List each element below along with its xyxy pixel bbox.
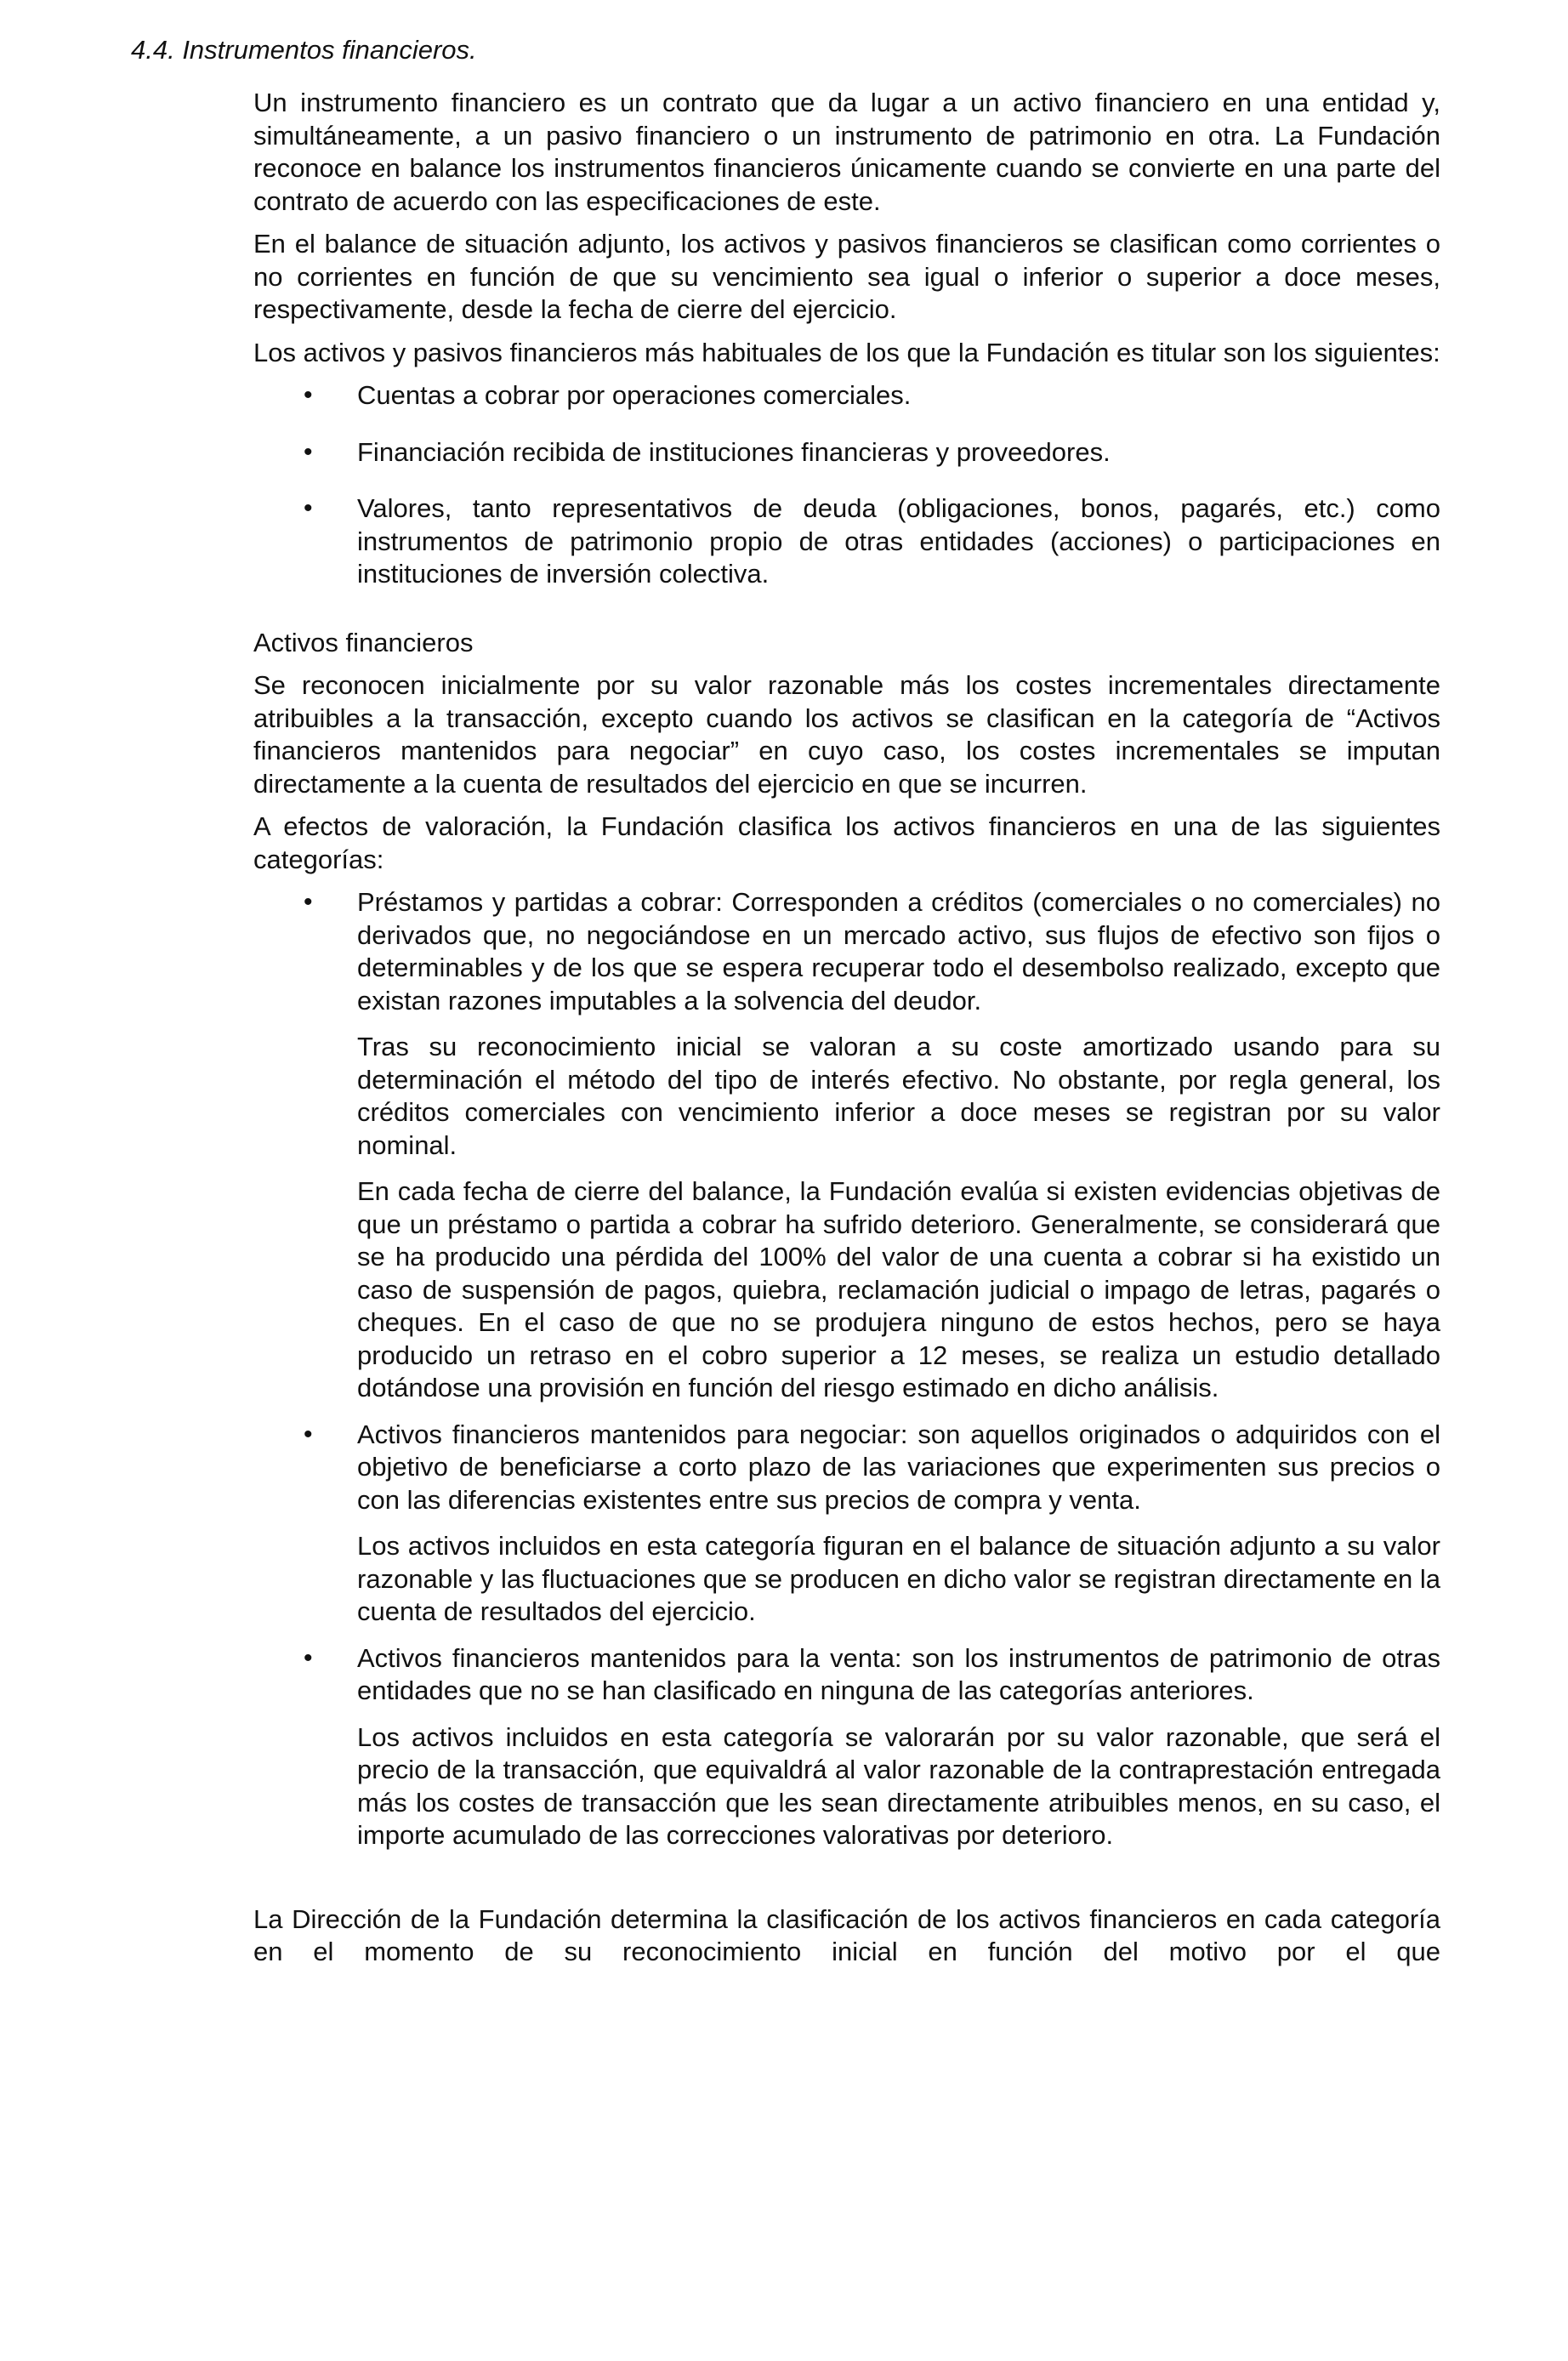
category-paragraph: En cada fecha de cierre del balance, la Fundación evalúa si existen evidencias objetivas de que un préstamo o partida a cobrar ha sufrido deterioro. Generalmente, se considerará que se ha producido una pérdida del 100% del valor de una cuenta a cobrar si ha existido un caso de suspensión de pagos, quiebra, reclamación judicial o impago de letras, pagarés o cheques. En el caso de que no se produjera ninguno de estos hechos, pero se haya producido un retraso en el cobro superior a 12 meses, se realiza un estudio detallado dotándose una provisión en función del riesgo estimado en dicho análisis. [357,1176,1440,1402]
intro-paragraph: En el balance de situación adjunto, los activos y pasivos financieros se clasifican como corrientes o no corrientes en función de que su vencimiento sea igual o inferior o superior a doce meses, respectivamente, desde la fecha de cierre del ejercicio. [253,229,1440,324]
category-paragraph: Tras su reconocimiento inicial se valoran a su coste amortizado usando para su determinación el método del tipo de interés efectivo. No obstante, por regla general, los créditos comerciales con vencimiento inferior a doce meses se registran por su valor nominal. [357,1032,1440,1160]
category-item [253,886,1440,1405]
assets-paragraph: Se reconocen inicialmente por su valor razonable más los costes incrementales directamente atribuibles a la transacción, excepto cuando los activos se clasifican en la categoría de “Activos financieros mantenidos para negociar” en cuyo caso, los costes incrementales se imputan directamente a la cuenta de resultados del ejercicio en que se incurren. [253,670,1440,799]
bullet-icon: • [304,494,313,522]
list-item [253,379,1440,412]
bullet-icon: • [304,888,313,916]
holdings-list [253,379,1440,591]
intro-paragraph: Un instrumento financiero es un contrato que da lugar a un activo financiero en una entidad y, simultáneamente, a un pasivo financiero o un instrumento de patrimonio en otra. La Fundación reconoce en balance los instrumentos financieros únicamente cuando se convierte en una parte del contrato de acuerdo con las especificaciones de este. [253,88,1440,216]
list-item [253,436,1440,469]
list-item-text: Valores, tanto representativos de deuda (obligaciones, bonos, pagarés, etc.) como instrumentos de patrimonio propio de otras entidades (acciones) o participaciones en instituciones de inversión colectiva. [357,493,1440,589]
assets-paragraph: A efectos de valoración, la Fundación clasifica los activos financieros en una de las siguientes categorías: [253,811,1440,874]
bullet-icon: • [304,1419,313,1448]
spacer [253,591,1440,627]
category-paragraph: Los activos incluidos en esta categoría se valorarán por su valor razonable, que será el precio de la transacción, que equivaldrá al valor razonable de la contraprestación entregada más los costes de transacción que les sean directamente atribuibles menos, en su caso, el importe acumulado de las correcciones valorativas por deterioro. [357,1721,1440,1850]
subsection-heading: Activos financieros [253,627,474,657]
intro-paragraph: Los activos y pasivos financieros más habituales de los que la Fundación es titular son los siguientes: [253,337,1440,367]
section-body [253,87,1440,1979]
list-item-text: Financiación recibida de instituciones financieras y proveedores. [357,436,1111,467]
bullet-icon: • [304,437,313,466]
spacer [253,1866,1440,1903]
categories-list [253,886,1440,1852]
category-paragraph: Préstamos y partidas a cobrar: Corresponden a créditos (comerciales o no comerciales) no derivados que, no negociándose en un mercado activo, sus flujos de efectivo son fijos o determinables y de los que se espera recuperar todo el desembolso realizado, excepto que existan razones imputables a la solvencia del deudor. [357,887,1440,1016]
category-item [253,1419,1440,1629]
category-paragraph: Los activos incluidos en esta categoría figuran en el balance de situación adjunto a su valor razonable y las fluctuaciones que se producen en dicho valor se registran directamente en la cuenta de resultados del ejercicio. [357,1531,1440,1626]
list-item-text: Cuentas a cobrar por operaciones comerciales. [357,380,912,410]
list-item [253,492,1440,591]
category-paragraph: Activos financieros mantenidos para negociar: son aquellos originados o adquiridos con el objetivo de beneficiarse a corto plazo de las variaciones que experimenten sus precios o con las diferencias existentes entre sus precios de compra y venta. [357,1419,1440,1515]
bullet-icon: • [304,381,313,409]
category-paragraph: Activos financieros mantenidos para la venta: son los instrumentos de patrimonio de otras entidades que no se han clasificado en ninguna de las categorías anteriores. [357,1642,1440,1705]
bullet-icon: • [304,1643,313,1672]
section-heading: 4.4. Instrumentos financieros. [131,35,477,65]
closing-paragraph: La Dirección de la Fundación determina la clasificación de los activos financieros en cada categoría en el momento de su reconocimiento inicial en función del motivo por el que [253,1903,1440,1966]
category-item [253,1642,1440,1852]
